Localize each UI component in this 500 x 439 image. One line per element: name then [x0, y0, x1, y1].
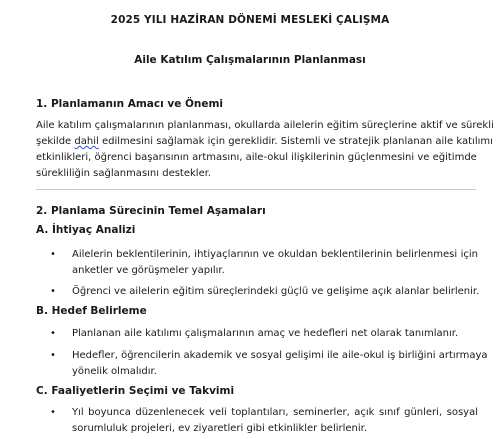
paragraph-word: şekilde — [36, 136, 72, 147]
bullet-icon: • — [50, 328, 56, 339]
section1-paragraph — [36, 118, 494, 182]
bullet-icon: • — [50, 249, 56, 260]
list-item-text — [72, 247, 478, 279]
subsection-b-heading: B. Hedef Belirleme — [36, 305, 147, 317]
paragraph-line: etkinlikleri, öğrenci başarısının artmasını, aile-okul ilişkilerinin güçlenmesini ve eğitimde — [36, 152, 477, 163]
list-item — [36, 284, 480, 300]
paragraph-text: edilmesini sağlamak için gereklidir. Sistemli ve stratejik planlanan aile katılımı — [101, 136, 493, 147]
list-item-line: Hedefler, öğrencilerin akademik ve sosyal gelişimi ile aile-okul iş birliğini artırmaya — [72, 350, 488, 361]
bullet-icon: • — [50, 350, 56, 361]
list-item — [36, 326, 476, 342]
document-title: 2025 YILI HAZİRAN DÖNEMİ MESLEKİ ÇALIŞMA — [110, 14, 390, 26]
list-item-line: yönelik olmalıdır. — [72, 366, 157, 377]
list-item-text — [72, 326, 478, 342]
list-item — [36, 247, 476, 279]
list-item-line: Öğrenci ve ailelerin eğitim süreçlerindeki güçlü ve gelişime açık alanlar belirlenir. — [72, 286, 480, 297]
list-item-line: Ailelerin beklentilerinin, ihtiyaçlarının ve okuldan beklentilerinin belirlenmesi için — [72, 249, 478, 260]
list-item-text — [72, 405, 478, 437]
section2-heading: 2. Planlama Sürecinin Temel Aşamaları — [36, 205, 266, 217]
subsection-c-heading: C. Faaliyetlerin Seçimi ve Takvimi — [36, 385, 235, 397]
list-item-line: sorumluluk projeleri, ev ziyaretleri gibi etkinlikler belirlenir. — [72, 423, 368, 434]
list-item — [36, 405, 476, 437]
list-item-line: anketler ve görüşmeler yapılır. — [72, 265, 225, 276]
section-divider — [36, 189, 476, 190]
list-item-text — [72, 284, 478, 300]
list-item-text — [72, 348, 488, 380]
bullet-icon: • — [50, 407, 56, 418]
list-item-line: Yıl boyunca düzenlenecek veli toplantıları, seminerler, açık sınıf günleri, sosyal — [72, 407, 478, 418]
paragraph-line: Aile katılım çalışmalarının planlanması, okullarda ailelerin eğitim süreçlerine aktif ve sürekli — [36, 120, 494, 131]
document-subtitle: Aile Katılım Çalışmalarının Planlanması — [134, 54, 366, 66]
subsection-a-heading: A. İhtiyaç Analizi — [36, 224, 136, 236]
list-item — [36, 348, 488, 380]
section1-heading: 1. Planlamanın Amacı ve Önemi — [36, 98, 224, 110]
paragraph-line — [36, 134, 493, 150]
bullet-icon: • — [50, 286, 56, 297]
list-item-line: Planlanan aile katılımı çalışmalarının amaç ve hedefleri net olarak tanımlanır. — [72, 328, 459, 339]
spellcheck-marked-word[interactable]: dahil — [74, 136, 99, 147]
paragraph-line: sürekliliğin sağlanmasını destekler. — [36, 168, 212, 179]
